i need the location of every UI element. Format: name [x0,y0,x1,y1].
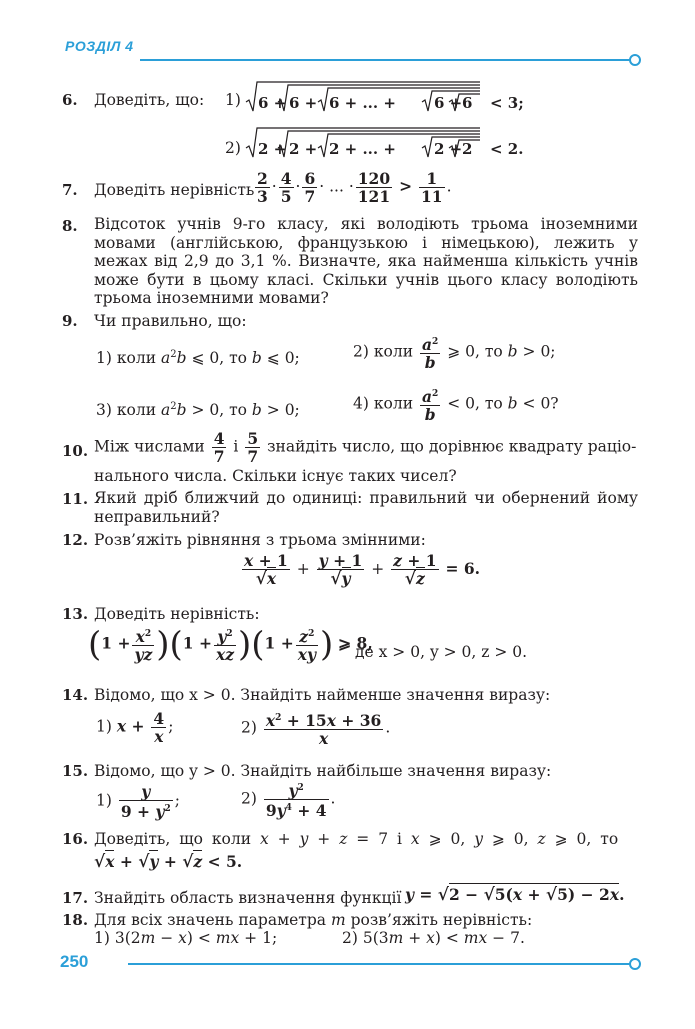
problem-9-option-3: 3) коли $a^2b > 0$, то b > 0; [96,401,300,420]
problem-12-text: Розв’яжіть рівняння з трьома змінними: [94,531,426,549]
problem-11-number: 11. [62,490,89,508]
nested-radical-6 [244,80,534,114]
header-rule [140,59,630,61]
svg-text:6 +: 6 + [258,94,287,112]
problem-15-text: Відомо, що y > 0. Знайдіть найбільше значення виразу: [94,762,552,780]
footer-rule [128,963,630,965]
header-rule-end-dot [629,54,641,66]
problem-17-text: Знайдіть область визначення функції [94,889,402,907]
svg-text:< 2.: < 2. [490,140,524,158]
problem-14-option-2: 2) $\frac{x^2 + 15x + 36}{x}$ . [241,711,391,749]
svg-text:< 3;: < 3; [490,94,524,112]
problem-6-item-2: 2) [225,139,241,157]
problem-6-expression-1 [244,80,534,119]
problem-6-expression-2 [244,126,534,165]
svg-text:6 + ... +: 6 + ... + [329,94,396,112]
problem-14-number: 14. [62,686,89,704]
problem-9-option-2: 2) коли $\frac{a^2}{b}$ ⩾ 0, то b > 0; [353,335,556,373]
problem-18-option-2: 2) 5(3m + x) < mx − 7. [342,929,525,947]
problem-12-equation: $\frac{x + 1}{√x}$ + $\frac{y + 1}{√y}$ + $\frac{z + 1}{√z}$ = 6. [244,551,481,589]
problem-17-number: 17. [62,889,89,907]
problem-13-text: Доведіть нерівність: [94,605,260,623]
svg-text:6: 6 [462,94,473,112]
problem-15-option-2: 2) $\frac{y^2}{9y^4 + 4}$ . [241,781,336,821]
svg-text:2 +: 2 + [258,140,287,158]
problem-9-option-1: 1) коли $a^2b$ ⩽ 0, то b ⩽ 0; [96,349,300,368]
problem-10-line-2: нального числа. Скільки існує таких чисел? [94,467,457,485]
problem-18-number: 18. [62,911,89,929]
svg-text:2 +: 2 + [289,140,318,158]
problem-10-text-2: знайдіть число, що дорівнює квадрату раціо- [267,437,637,456]
svg-text:6 +: 6 + [434,94,463,112]
problem-13-condition: де x > 0, y > 0, z > 0. [355,643,528,661]
problem-12-number: 12. [62,531,89,549]
problem-6-item-1: 1) [225,91,241,109]
problem-7-text: Доведіть нерівність [94,181,255,199]
nested-radical-2 [244,126,534,160]
problem-8-number: 8. [62,217,78,235]
problem-9-option-4: 4) коли $\frac{a^2}{b}$ < 0, то b < 0? [353,387,559,425]
problem-17-function: y = √2 − √5(x + √5) − 2x. [405,885,625,905]
problem-7-expression: $\frac{2}{3}$ · $\frac{4}{5}$ · $\frac{6}{7}$ · ... · $\frac{120}{121}$ > $\frac{1}{11}$ . [257,169,452,206]
problem-15-option-1: 1) $\frac{y}{9 + y^2}$ ; [96,782,180,822]
problem-18-text: Для всіх значень параметра m розв’яжіть нерівність: [94,911,533,929]
problem-16-number: 16. [62,830,89,848]
problem-7-number: 7. [62,181,78,199]
problem-10-line-1: Між числами $\frac{4}{7}$ і $\frac{5}{7}$ знайдіть число, що дорівнює квадрату раціо- [94,429,637,466]
problem-6-text: Доведіть, що: [94,91,205,109]
problem-13-inequality: (1 + $\frac{x^2}{yz}$ )(1 + $\frac{y^2}{xz}$ )(1 + $\frac{z^2}{xy}$ ) ⩾ 8, [88,624,373,665]
problem-15-number: 15. [62,762,89,780]
problem-10-text-1: Між числами [94,437,205,456]
problem-14-text: Відомо, що x > 0. Знайдіть найменше значення виразу: [94,686,551,704]
problem-10-and: і [233,437,239,456]
svg-text:2: 2 [462,140,473,158]
svg-text:6 +: 6 + [289,94,318,112]
problem-6-number: 6. [62,91,78,109]
svg-text:2 +: 2 + [434,140,463,158]
problem-8-text: Відсоток учнів 9-го класу, які володіють трьома іноземними мовами (англійською, французькою і німецькою), лежить у межах від 2,9 до 3,1 %. Визначте, яка найменша кількість учнів може бути в цьому класі. Скільки учнів цього класу володіють трьома іноземними мовами? [94,215,638,307]
problem-10-number: 10. [62,442,89,460]
problem-18-option-1: 1) 3(2m − x) < mx + 1; [94,929,278,947]
svg-text:2 + ... +: 2 + ... + [329,140,396,158]
section-header: РОЗДІЛ 4 [65,38,134,54]
problem-16-expression: √x + √y + √z < 5. [94,852,243,872]
problem-13-number: 13. [62,605,89,623]
problem-14-option-1: 1) x + $\frac{4}{x}$ ; [96,709,174,746]
page-number: 250 [60,952,89,971]
problem-11-text: Який дріб ближчий до одиниці: правильний чи обернений йому неправильний? [94,489,638,526]
problem-9-text: Чи правильно, що: [94,312,247,330]
problem-9-number: 9. [62,312,78,330]
problem-16-text: Доведіть, що коли x + y + z = 7 і x ⩾ 0, y ⩾ 0, z ⩾ 0, то [94,830,619,848]
footer-rule-end-dot [629,958,641,970]
